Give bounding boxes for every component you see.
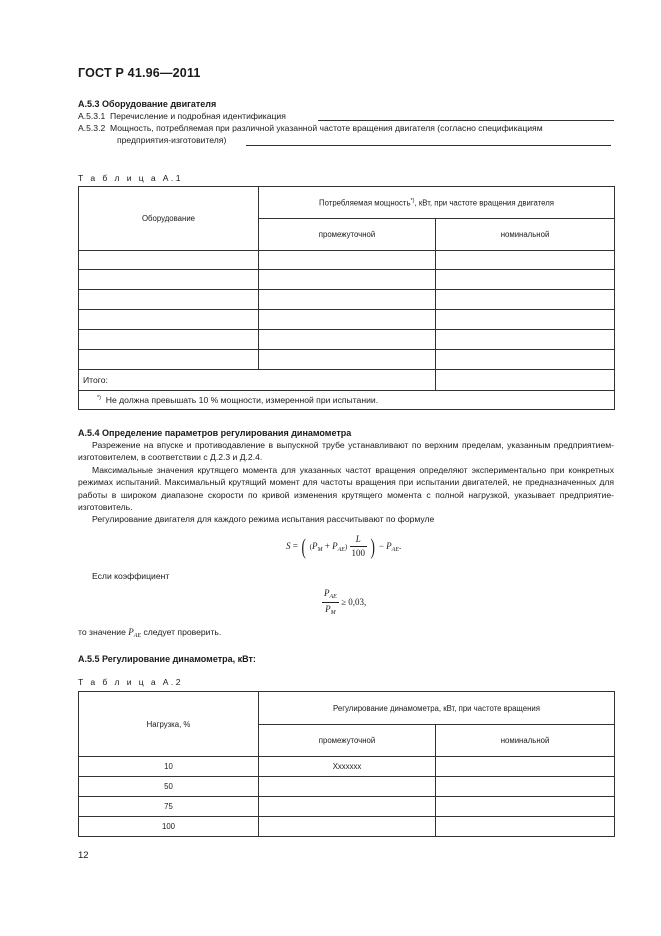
item-a532: [78, 122, 543, 134]
table-a1-caption: Т а б л и ц а А.1: [78, 173, 183, 183]
section-a54-heading: А.5.4 Определение параметров регулирования динамометра: [78, 428, 352, 438]
paragraph-a54-4: Если коэффициент: [92, 571, 170, 581]
table-row: 75: [79, 797, 615, 817]
section-a55-heading: А.5.5 Регулирование динамометра, кВт:: [78, 654, 256, 664]
table-a2-header-load: Нагрузка, %: [79, 692, 259, 757]
table-a1: [78, 186, 615, 410]
table-row: [79, 350, 615, 370]
paragraph-a54-1: Разрежение на впуске и противодавление в выпускной трубе устанавливают по верхним пределам, указанным предприятием-изготовителем, в соответствии с Д.2.3 и Д.2.4.: [78, 440, 614, 463]
item-a532-number: А.5.3.2: [78, 123, 106, 133]
table-a2-header-nominal: номинальной: [436, 725, 615, 757]
formula-ratio: $\frac{P_{AE}}{P_M}$ ≥ 0,03,: [324, 588, 367, 617]
table-row: 10 Ххххххх: [79, 757, 615, 777]
item-a532-text: Мощность, потребляемая при различной указанной частоте вращения двигателя (согласно спецификациям: [110, 123, 543, 133]
document-header: ГОСТ Р 41.96—2011: [78, 66, 201, 80]
table-a1-total-row: [79, 370, 615, 391]
table-row: 50: [79, 777, 615, 797]
item-a531-number: А.5.3.1: [78, 111, 106, 121]
table-a2: [78, 691, 615, 837]
fill-line-a531: [318, 120, 614, 121]
paragraph-a54-3: Регулирование двигателя для каждого режима испытания рассчитывают по формуле: [92, 514, 435, 524]
table-row: [79, 251, 615, 270]
table-row: [79, 310, 615, 330]
fill-line-a532: [246, 145, 611, 146]
table-a1-footnote: *) Не должна превышать 10 % мощности, измеренной при испытании.: [79, 391, 615, 410]
section-a53-heading: А.5.3 Оборудование двигателя: [78, 99, 217, 109]
table-a2-caption: Т а б л и ц а А.2: [78, 677, 183, 687]
table-a2-header-regulation: Регулирование динамометра, кВт, при частоте вращения: [259, 692, 615, 725]
table-a1-header-equipment: Оборудование: [79, 187, 259, 251]
page-number: 12: [78, 850, 89, 861]
table-a1-header-intermediate: промежуточной: [259, 219, 436, 251]
paragraph-a54-5: то значение $P_{AE}$ следует проверить.: [78, 627, 222, 639]
formula-s: S = ( $(P_M + P_{AE})$ $\frac{L}{100}$ ) − $P_{AE}$.: [286, 533, 402, 559]
item-a531: [78, 110, 286, 122]
table-a1-header-power: Потребляемая мощность*), кВт, при частоте вращения двигателя: [259, 187, 615, 219]
table-a1-total-label: Итого:: [79, 370, 436, 391]
item-a531-text: Перечисление и подробная идентификация: [110, 111, 286, 121]
table-row: [79, 330, 615, 350]
table-row: [79, 270, 615, 290]
table-row: [79, 290, 615, 310]
item-a532-continuation: предприятия-изготовителя): [117, 135, 227, 145]
paragraph-a54-2: Максимальные значения крутящего момента для указанных частот вращения определяют экспериментально при конкретных режимах испытаний. Максимальный крутящий момент для частоты вращения при испытании двигателей, не предназначенных для работы в широком диапазоне скорости по кривой изменения крутящего момента с полной нагрузкой, указывает предприятие-изготовитель.: [78, 465, 614, 513]
table-a2-header-intermediate: промежуточной: [259, 725, 436, 757]
table-row: 100: [79, 817, 615, 837]
table-a1-header-nominal: номинальной: [436, 219, 615, 251]
